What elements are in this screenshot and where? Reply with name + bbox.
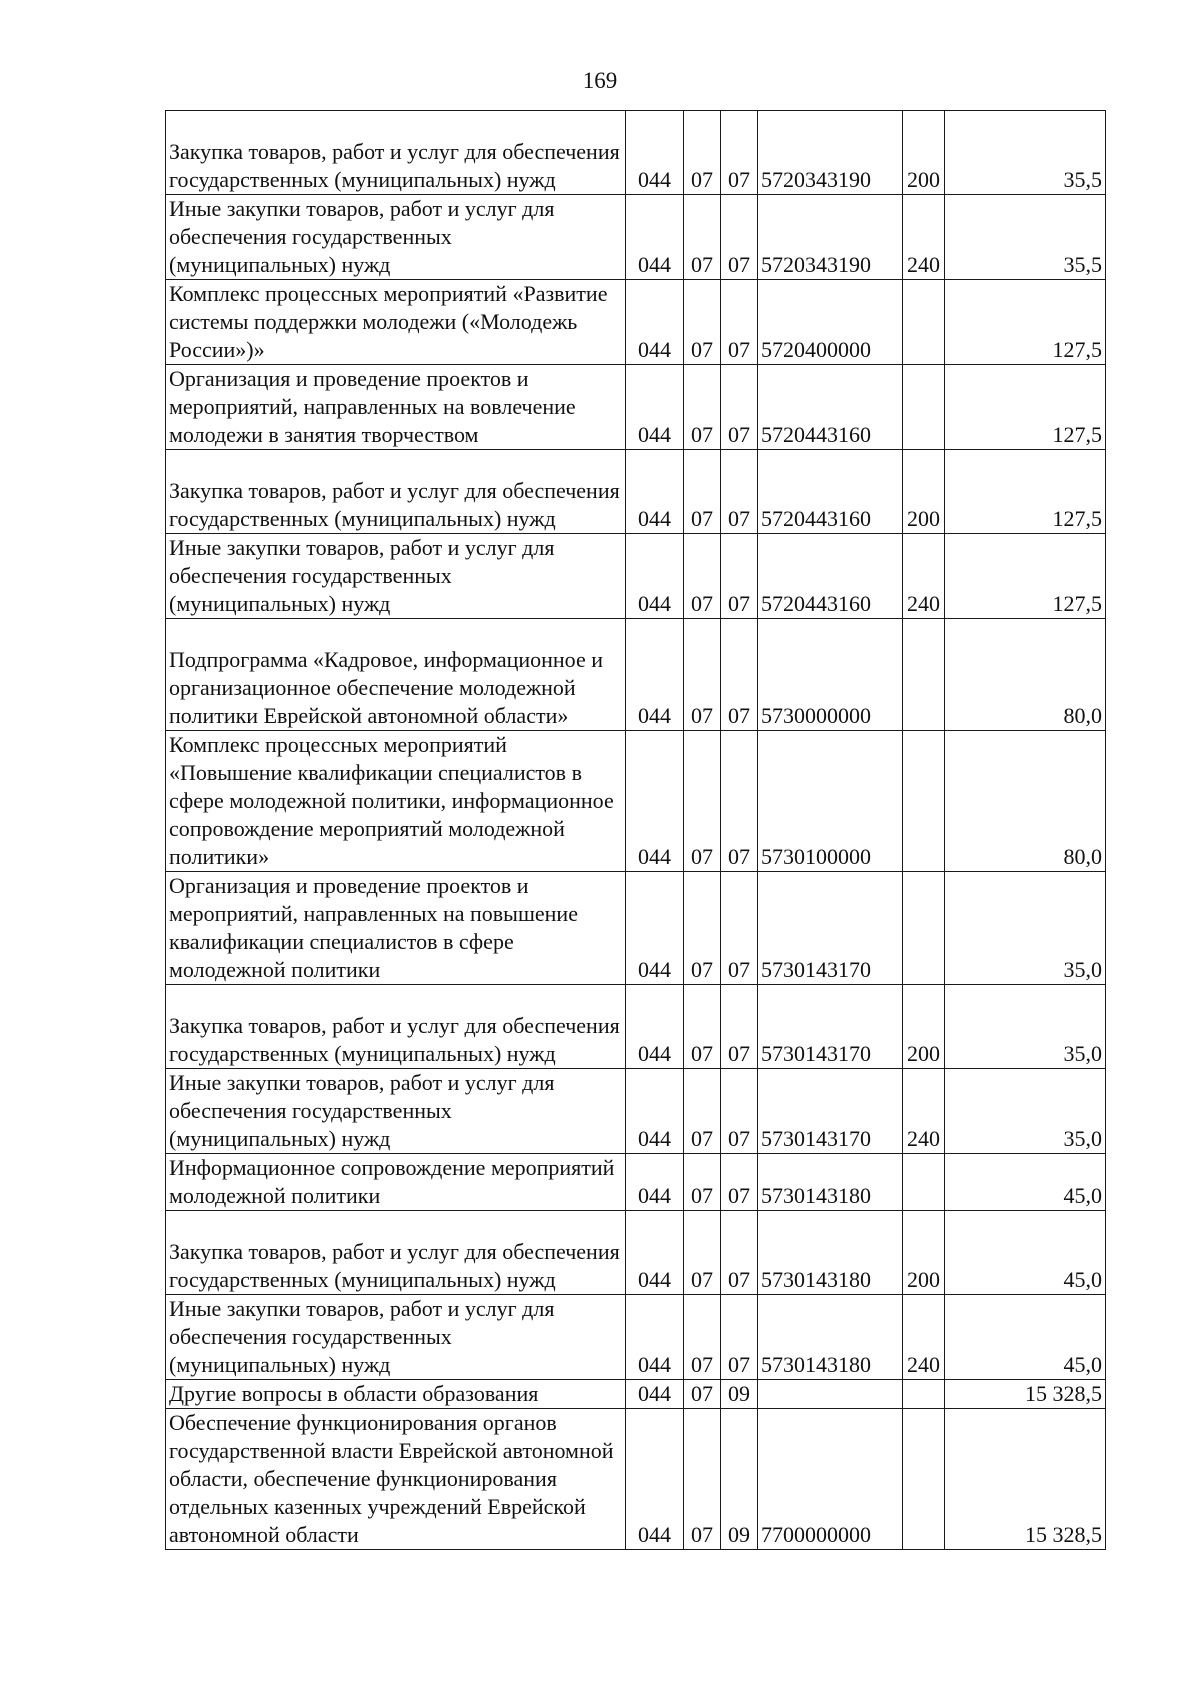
table-row xyxy=(166,195,1106,280)
section-code: 07 xyxy=(684,365,721,450)
table-row xyxy=(166,1211,1106,1295)
row-name: Иные закупки товаров, работ и услуг для обеспечения государственных (муниципальных) нужд xyxy=(166,195,626,280)
section-code: 07 xyxy=(684,1295,721,1380)
expense-type-code xyxy=(903,280,945,365)
amount: 45,0 xyxy=(945,1295,1106,1380)
target-item-code: 5720400000 xyxy=(758,280,903,365)
row-name: Закупка товаров, работ и услуг для обеспечения государственных (муниципальных) нужд xyxy=(166,985,626,1069)
ministry-code: 044 xyxy=(626,1069,684,1154)
table-row xyxy=(166,985,1106,1069)
target-item-code: 5720443160 xyxy=(758,450,903,534)
expense-type-code: 200 xyxy=(903,1211,945,1295)
amount: 15 328,5 xyxy=(945,1409,1106,1550)
ministry-code: 044 xyxy=(626,450,684,534)
subsection-code: 07 xyxy=(721,985,758,1069)
section-code: 07 xyxy=(684,619,721,731)
target-item-code xyxy=(758,1380,903,1409)
target-item-code: 5730143170 xyxy=(758,872,903,985)
expense-type-code xyxy=(903,731,945,872)
row-name: Иные закупки товаров, работ и услуг для обеспечения государственных (муниципальных) нужд xyxy=(166,534,626,619)
expense-type-code xyxy=(903,1380,945,1409)
expense-type-code xyxy=(903,365,945,450)
table-row xyxy=(166,280,1106,365)
target-item-code: 5730143180 xyxy=(758,1211,903,1295)
subsection-code: 07 xyxy=(721,280,758,365)
subsection-code: 07 xyxy=(721,195,758,280)
ministry-code: 044 xyxy=(626,1409,684,1550)
section-code: 07 xyxy=(684,195,721,280)
table-row xyxy=(166,619,1106,731)
row-name: Другие вопросы в области образования xyxy=(166,1380,626,1409)
target-item-code: 5730143180 xyxy=(758,1295,903,1380)
table-row xyxy=(166,534,1106,619)
table-row xyxy=(166,872,1106,985)
subsection-code: 07 xyxy=(721,1211,758,1295)
subsection-code: 07 xyxy=(721,1295,758,1380)
section-code: 07 xyxy=(684,280,721,365)
target-item-code: 5730143180 xyxy=(758,1154,903,1211)
ministry-code: 044 xyxy=(626,1154,684,1211)
amount: 127,5 xyxy=(945,365,1106,450)
row-name: Иные закупки товаров, работ и услуг для обеспечения государственных (муниципальных) нужд xyxy=(166,1069,626,1154)
subsection-code: 07 xyxy=(721,111,758,195)
ministry-code: 044 xyxy=(626,619,684,731)
section-code: 07 xyxy=(684,1154,721,1211)
target-item-code: 7700000000 xyxy=(758,1409,903,1550)
amount: 80,0 xyxy=(945,731,1106,872)
amount: 80,0 xyxy=(945,619,1106,731)
subsection-code: 07 xyxy=(721,731,758,872)
row-name: Организация и проведение проектов и мероприятий, направленных на повышение квалификации специалистов в сфере молодежной политики xyxy=(166,872,626,985)
target-item-code: 5730143170 xyxy=(758,1069,903,1154)
table-row xyxy=(166,1409,1106,1550)
budget-table xyxy=(165,110,1106,1550)
row-name: Обеспечение функционирования органов государственной власти Еврейской автономной области, обеспечение функционирования отдельных казенных учреждений Еврейской автономной области xyxy=(166,1409,626,1550)
table-row xyxy=(166,731,1106,872)
table-row xyxy=(166,365,1106,450)
subsection-code: 09 xyxy=(721,1380,758,1409)
expense-type-code: 240 xyxy=(903,1069,945,1154)
section-code: 07 xyxy=(684,1069,721,1154)
table-row xyxy=(166,1154,1106,1211)
amount: 35,5 xyxy=(945,195,1106,280)
amount: 127,5 xyxy=(945,280,1106,365)
expense-type-code: 240 xyxy=(903,1295,945,1380)
expense-type-code: 240 xyxy=(903,534,945,619)
ministry-code: 044 xyxy=(626,872,684,985)
target-item-code: 5720443160 xyxy=(758,365,903,450)
table-row xyxy=(166,111,1106,195)
target-item-code: 5730143170 xyxy=(758,985,903,1069)
section-code: 07 xyxy=(684,1409,721,1550)
subsection-code: 07 xyxy=(721,1069,758,1154)
row-name: Закупка товаров, работ и услуг для обеспечения государственных (муниципальных) нужд xyxy=(166,111,626,195)
section-code: 07 xyxy=(684,1380,721,1409)
amount: 35,0 xyxy=(945,872,1106,985)
amount: 45,0 xyxy=(945,1211,1106,1295)
table-row xyxy=(166,450,1106,534)
row-name: Закупка товаров, работ и услуг для обеспечения государственных (муниципальных) нужд xyxy=(166,450,626,534)
expense-type-code xyxy=(903,1409,945,1550)
ministry-code: 044 xyxy=(626,1211,684,1295)
section-code: 07 xyxy=(684,111,721,195)
row-name: Комплекс процессных мероприятий «Повышение квалификации специалистов в сфере молодежной политики, информационное сопровождение мероприятий молодежной политики» xyxy=(166,731,626,872)
target-item-code: 5720343190 xyxy=(758,111,903,195)
target-item-code: 5720343190 xyxy=(758,195,903,280)
ministry-code: 044 xyxy=(626,365,684,450)
ministry-code: 044 xyxy=(626,280,684,365)
section-code: 07 xyxy=(684,450,721,534)
page-number: 169 xyxy=(582,68,618,93)
subsection-code: 07 xyxy=(721,534,758,619)
ministry-code: 044 xyxy=(626,985,684,1069)
subsection-code: 07 xyxy=(721,450,758,534)
target-item-code: 5720443160 xyxy=(758,534,903,619)
expense-type-code xyxy=(903,619,945,731)
target-item-code: 5730100000 xyxy=(758,731,903,872)
ministry-code: 044 xyxy=(626,195,684,280)
amount: 35,0 xyxy=(945,985,1106,1069)
subsection-code: 07 xyxy=(721,365,758,450)
ministry-code: 044 xyxy=(626,1295,684,1380)
expense-type-code xyxy=(903,1154,945,1211)
expense-type-code xyxy=(903,872,945,985)
subsection-code: 09 xyxy=(721,1409,758,1550)
row-name: Организация и проведение проектов и мероприятий, направленных на вовлечение молодежи в занятия творчеством xyxy=(166,365,626,450)
expense-type-code: 240 xyxy=(903,195,945,280)
ministry-code: 044 xyxy=(626,534,684,619)
expense-type-code: 200 xyxy=(903,450,945,534)
table-row xyxy=(166,1295,1106,1380)
row-name: Подпрограмма «Кадровое, информационное и организационное обеспечение молодежной политики Еврейской автономной области» xyxy=(166,619,626,731)
amount: 127,5 xyxy=(945,534,1106,619)
ministry-code: 044 xyxy=(626,1380,684,1409)
section-code: 07 xyxy=(684,985,721,1069)
table-row xyxy=(166,1069,1106,1154)
row-name: Закупка товаров, работ и услуг для обеспечения государственных (муниципальных) нужд xyxy=(166,1211,626,1295)
target-item-code: 5730000000 xyxy=(758,619,903,731)
row-name: Информационное сопровождение мероприятий молодежной политики xyxy=(166,1154,626,1211)
section-code: 07 xyxy=(684,534,721,619)
expense-type-code: 200 xyxy=(903,985,945,1069)
section-code: 07 xyxy=(684,731,721,872)
ministry-code: 044 xyxy=(626,731,684,872)
table-row xyxy=(166,1380,1106,1409)
amount: 35,5 xyxy=(945,111,1106,195)
amount: 35,0 xyxy=(945,1069,1106,1154)
expense-type-code: 200 xyxy=(903,111,945,195)
amount: 127,5 xyxy=(945,450,1106,534)
section-code: 07 xyxy=(684,1211,721,1295)
ministry-code: 044 xyxy=(626,111,684,195)
amount: 45,0 xyxy=(945,1154,1106,1211)
subsection-code: 07 xyxy=(721,872,758,985)
row-name: Иные закупки товаров, работ и услуг для обеспечения государственных (муниципальных) нужд xyxy=(166,1295,626,1380)
amount: 15 328,5 xyxy=(945,1380,1106,1409)
section-code: 07 xyxy=(684,872,721,985)
row-name: Комплекс процессных мероприятий «Развитие системы поддержки молодежи («Молодежь России»)» xyxy=(166,280,626,365)
subsection-code: 07 xyxy=(721,1154,758,1211)
subsection-code: 07 xyxy=(721,619,758,731)
